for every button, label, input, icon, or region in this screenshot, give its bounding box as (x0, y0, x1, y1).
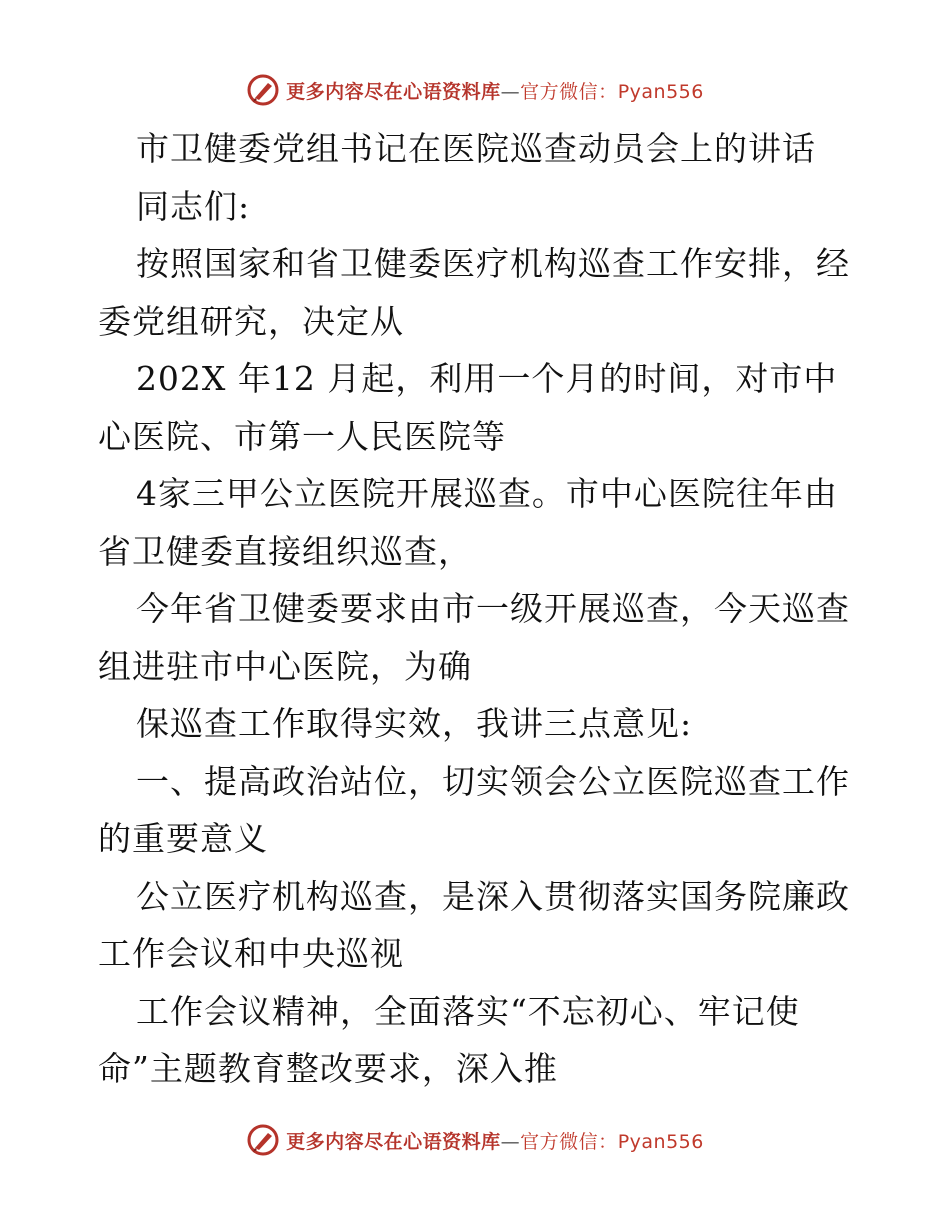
watermark-wechat-id: Pyan556 (617, 80, 704, 103)
paragraph: 公立医疗机构巡查，是深入贯彻落实国务院廉政工作会议和中央巡视 (98, 876, 850, 973)
watermark-wechat-label: 官方微信： (520, 80, 618, 103)
watermark-brand: 更多内容尽在心语资料库 (286, 80, 501, 103)
document-body (98, 120, 858, 1098)
paragraph: 今年省卫健委要求由市一级开展巡查，今天巡查组进驻市中心医院，为确 (98, 589, 850, 686)
watermark-header (0, 70, 950, 110)
watermark-dash: — (500, 80, 521, 103)
paragraph: 保巡查工作取得实效，我讲三点意见: (135, 704, 693, 743)
paragraph: 202X 年12 月起，利用一个月的时间，对市中心医院、市第一人民医院等 (98, 359, 838, 456)
watermark-wechat-id: Pyan556 (617, 1130, 704, 1153)
watermark-brand: 更多内容尽在心语资料库 (286, 1130, 501, 1153)
salutation: 同志们: (135, 186, 251, 226)
paragraph: 4家三甲公立医院开展巡查。市中心医院往年由省卫健委直接组织巡查， (98, 474, 838, 571)
watermark-dash: — (500, 1130, 521, 1153)
pen-logo-icon (246, 73, 280, 107)
paragraph: 按照国家和省卫健委医疗机构巡查工作安排，经委党组研究，决定从 (98, 244, 850, 341)
section-heading: 一、提高政治站位，切实领会公立医院巡查工作的重要意义 (98, 761, 850, 858)
watermark-wechat-label: 官方微信： (520, 1130, 618, 1153)
watermark-footer (0, 1120, 950, 1160)
paragraph: 工作会议精神，全面落实“不忘初心、牢记使命”主题教育整改要求，深入推 (98, 991, 800, 1088)
pen-logo-icon (246, 1123, 280, 1157)
document-title: 市卫健委党组书记在医院巡查动员会上的讲话 (135, 129, 816, 168)
